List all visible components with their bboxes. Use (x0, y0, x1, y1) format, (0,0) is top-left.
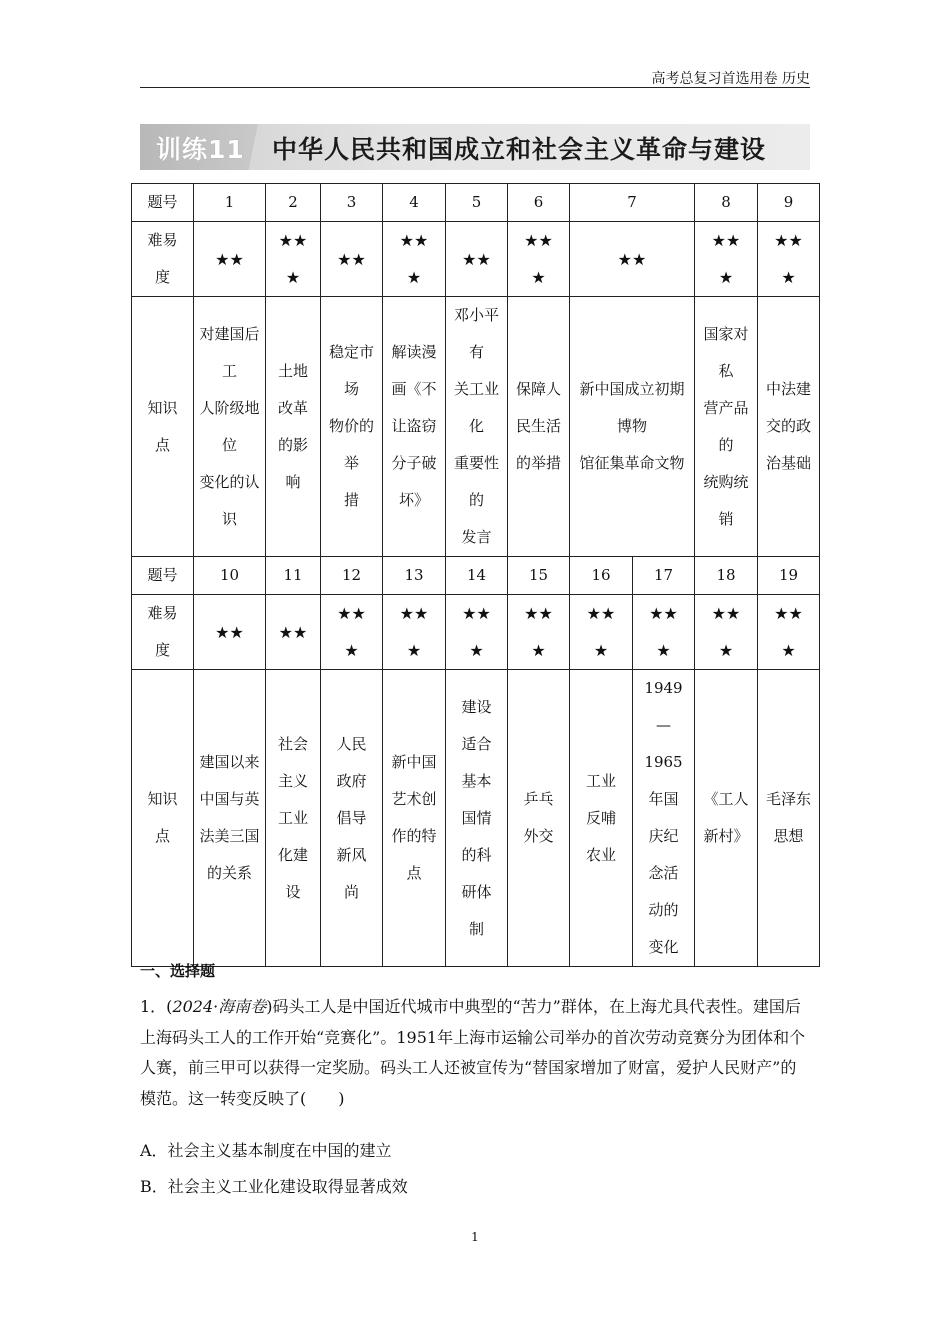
question-number: 18 (695, 557, 758, 595)
question-1-number: 1．( (140, 997, 173, 1016)
difficulty-stars: ★★ ★ (508, 595, 570, 670)
title-banner (140, 124, 810, 170)
header-label: 题号 (132, 557, 194, 595)
knowledge-point: 毛泽东 思想 (758, 670, 820, 967)
knowledge-point: 人民 政府 倡导 新风 尚 (321, 670, 383, 967)
question-number: 7 (570, 184, 695, 222)
question-1-text (140, 992, 812, 1114)
difficulty-stars: ★★ (321, 222, 383, 297)
knowledge-point: 新中国 艺术创 作的特 点 (383, 670, 446, 967)
difficulty-stars: ★★ ★ (383, 222, 446, 297)
question-number: 3 (321, 184, 383, 222)
knowledge-point: 土地 改革 的影 响 (266, 297, 321, 557)
difficulty-stars: ★★ ★ (758, 222, 820, 297)
header-label: 题号 (132, 184, 194, 222)
question-number: 8 (695, 184, 758, 222)
difficulty-stars: ★★ ★ (508, 222, 570, 297)
knowledge-point: 解读漫 画《不 让盗窃 分子破 坏》 (383, 297, 446, 557)
knowledge-point: 稳定市场 物价的举 措 (321, 297, 383, 557)
knowledge-point: 工业 反哺 农业 (570, 670, 633, 967)
knowledge-point: 保障人 民生活 的举措 (508, 297, 570, 557)
knowledge-point: 建设 适合 基本 国情 的科 研体 制 (446, 670, 508, 967)
question-number: 12 (321, 557, 383, 595)
question-number: 6 (508, 184, 570, 222)
question-number: 16 (570, 557, 633, 595)
question-number: 14 (446, 557, 508, 595)
difficulty-stars: ★★ (446, 222, 508, 297)
page-title: 中华人民共和国成立和社会主义革命与建设 (272, 135, 767, 164)
difficulty-stars: ★★ ★ (446, 595, 508, 670)
question-number: 11 (266, 557, 321, 595)
question-number: 10 (194, 557, 266, 595)
difficulty-stars: ★★ (266, 595, 321, 670)
question-number: 1 (194, 184, 266, 222)
running-header: 高考总复习首选用卷 历史 (651, 71, 810, 87)
question-number: 19 (758, 557, 820, 595)
difficulty-stars: ★★ (194, 222, 266, 297)
knowledge-point: 新中国成立初期博物 馆征集革命文物 (570, 297, 695, 557)
knowledge-point: 社会 主义 工业 化建 设 (266, 670, 321, 967)
question-number: 4 (383, 184, 446, 222)
knowledge-label: 知识 点 (132, 297, 194, 557)
knowledge-point: 邓小平有 关工业化 重要性的 发言 (446, 297, 508, 557)
difficulty-label: 难易 度 (132, 222, 194, 297)
difficulty-stars: ★★ ★ (758, 595, 820, 670)
option-b[interactable]: B．社会主义工业化建设取得显著成效 (140, 1177, 408, 1196)
knowledge-point: 对建国后工 人阶级地位 变化的认识 (194, 297, 266, 557)
question-number: 15 (508, 557, 570, 595)
knowledge-point: 建国以来 中国与英 法美三国 的关系 (194, 670, 266, 967)
question-number: 9 (758, 184, 820, 222)
section-title: 一、选择题 (140, 962, 216, 980)
knowledge-label: 知识 点 (132, 670, 194, 967)
knowledge-point: 中法建 交的政 治基础 (758, 297, 820, 557)
difficulty-stars: ★★ ★ (321, 595, 383, 670)
difficulty-stars: ★★ ★ (695, 222, 758, 297)
question-number: 5 (446, 184, 508, 222)
knowledge-table (131, 183, 820, 967)
question-1-body: )码头工人是中国近代城市中典型的“苦力”群体，在上海尤具代表性。建国后上海码头工人的工作开始“竞赛化”。1951年上海市运输公司举办的首次劳动竞赛分为团体和个人赛，前三甲可以获得一定奖励。码头工人还被宣传为“替国家增加了财富，爱护人民财产”的模范。这一转变反映了( ) (140, 997, 806, 1108)
knowledge-point: 《工人 新村》 (695, 670, 758, 967)
difficulty-stars: ★★ (194, 595, 266, 670)
header-rule (140, 87, 810, 88)
difficulty-stars: ★★ ★ (570, 595, 633, 670)
knowledge-point: 国家对私 营产品的 统购统销 (695, 297, 758, 557)
knowledge-point: 1949 — 1965 年国 庆纪 念活 动的 变化 (633, 670, 695, 967)
difficulty-stars: ★★ ★ (695, 595, 758, 670)
page-number: 1 (471, 1230, 479, 1244)
difficulty-label: 难易 度 (132, 595, 194, 670)
difficulty-stars: ★★ ★ (266, 222, 321, 297)
question-number: 13 (383, 557, 446, 595)
question-number: 2 (266, 184, 321, 222)
difficulty-stars: ★★ (570, 222, 695, 297)
difficulty-stars: ★★ ★ (383, 595, 446, 670)
question-1-source: 2024·海南卷 (172, 997, 267, 1016)
knowledge-point: 乒乓 外交 (508, 670, 570, 967)
exercise-tag: 训练11 (156, 135, 245, 164)
option-a[interactable]: A．社会主义基本制度在中国的建立 (140, 1141, 392, 1160)
difficulty-stars: ★★ ★ (633, 595, 695, 670)
question-number: 17 (633, 557, 695, 595)
